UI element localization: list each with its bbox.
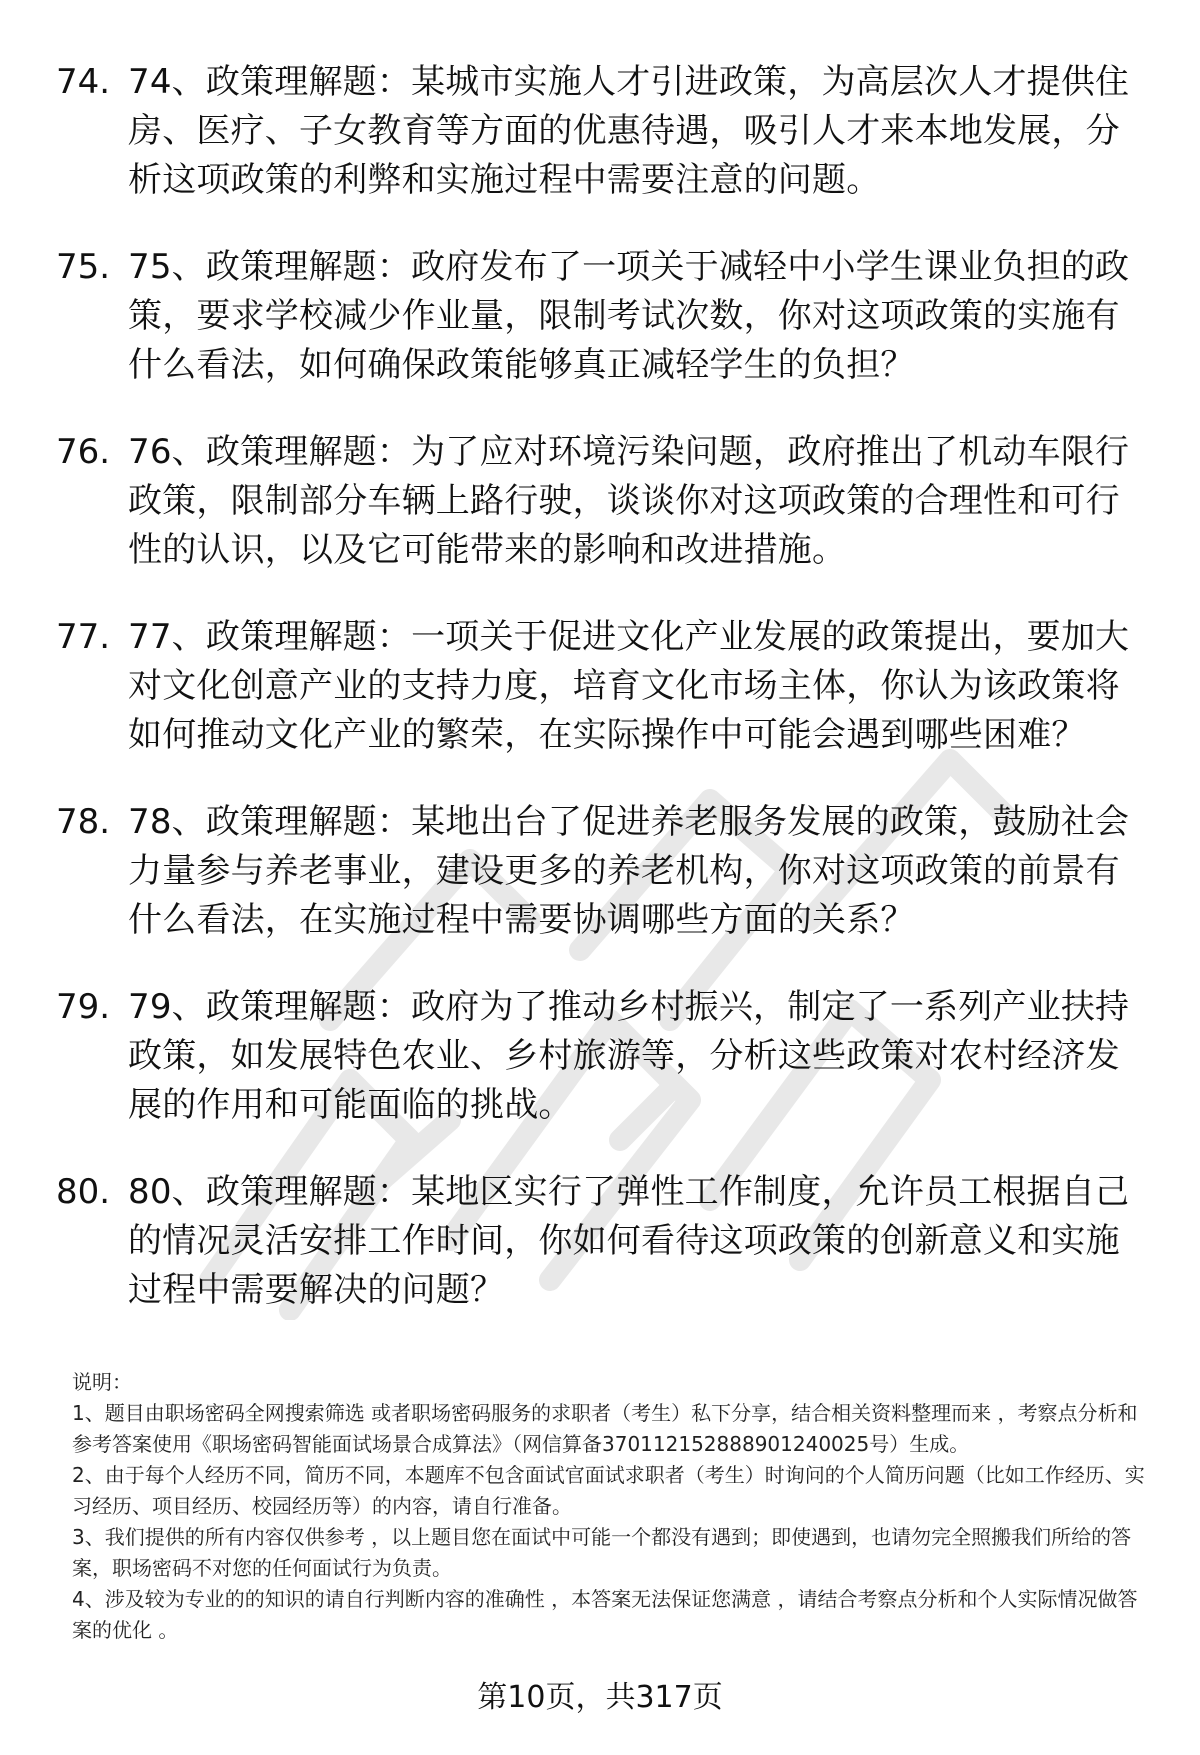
question-text: 75、政策理解题：政府发布了一项关于减轻中小学生课业负担的政策，要求学校减少作业量，限制考试次数，你对这项政策的实施有什么看法，如何确保政策能够真正减轻学生的负担？ [128,247,1130,385]
question-item-74 [0,58,1200,205]
note-item-4: 4、涉及较为专业的的知识的请自行判断内容的准确性 ，本答案无法保证您满意 ，请结合考察点分析和个人实际情况做答案的优化 。 [72,1587,1138,1642]
question-number: 75. [56,247,111,287]
question-text: 78、政策理解题：某地出台了促进养老服务发展的政策，鼓励社会力量参与养老事业，建设更多的养老机构，你对这项政策的前景有什么看法，在实施过程中需要协调哪些方面的关系？ [128,802,1130,940]
question-number: 80. [56,1172,111,1212]
question-item-80 [0,1168,1200,1315]
question-item-76 [0,428,1200,575]
question-text: 79、政策理解题：政府为了推动乡村振兴，制定了一系列产业扶持政策，如发展特色农业、乡村旅游等，分析这些政策对农村经济发展的作用和可能面临的挑战。 [128,987,1130,1125]
question-item-77 [0,613,1200,760]
page-number: 第10页，共317页 [477,1680,723,1715]
question-text: 74、政策理解题：某城市实施人才引进政策，为高层次人才提供住房、医疗、子女教育等方面的优惠待遇，吸引人才来本地发展，分析这项政策的利弊和实施过程中需要注意的问题。 [128,62,1130,200]
question-number: 76. [56,432,111,472]
question-number: 74. [56,62,111,102]
question-text: 80、政策理解题：某地区实行了弹性工作制度，允许员工根据自己的情况灵活安排工作时间，你如何看待这项政策的创新意义和实施过程中需要解决的问题？ [128,1172,1130,1310]
note-item-1: 1、题目由职场密码全网搜索筛选 或者职场密码服务的求职者（考生）私下分享，结合相关资料整理而来 ，考察点分析和参考答案使用《职场密码智能面试场景合成算法》（网信算备370112152888901240025号）生成。 [72,1401,1138,1456]
question-item-79 [0,983,1200,1130]
notes-section [72,1367,1152,1646]
notes-heading: 说明： [72,1370,132,1394]
question-item-75 [0,243,1200,390]
question-number: 79. [56,987,111,1027]
note-item-2: 2、由于每个人经历不同，简历不同，本题库不包含面试官面试求职者（考生）时询问的个人简历问题（比如工作经历、实习经历、项目经历、校园经历等）的内容，请自行准备。 [72,1463,1145,1518]
note-item-3: 3、我们提供的所有内容仅供参考 ，以上题目您在面试中可能一个都没有遇到；即使遇到，也请勿完全照搬我们所给的答案，职场密码不对您的任何面试行为负责。 [72,1525,1132,1580]
question-item-78 [0,798,1200,945]
question-number: 77. [56,617,111,657]
question-list [0,58,1200,1353]
question-text: 77、政策理解题：一项关于促进文化产业发展的政策提出，要加大对文化创意产业的支持力度，培育文化市场主体，你认为该政策将如何推动文化产业的繁荣，在实际操作中可能会遇到哪些困难？ [128,617,1130,755]
question-number: 78. [56,802,111,842]
page-footer [0,1678,1200,1718]
question-text: 76、政策理解题：为了应对环境污染问题，政府推出了机动车限行政策，限制部分车辆上路行驶，谈谈你对这项政策的合理性和可行性的认识，以及它可能带来的影响和改进措施。 [128,432,1130,570]
